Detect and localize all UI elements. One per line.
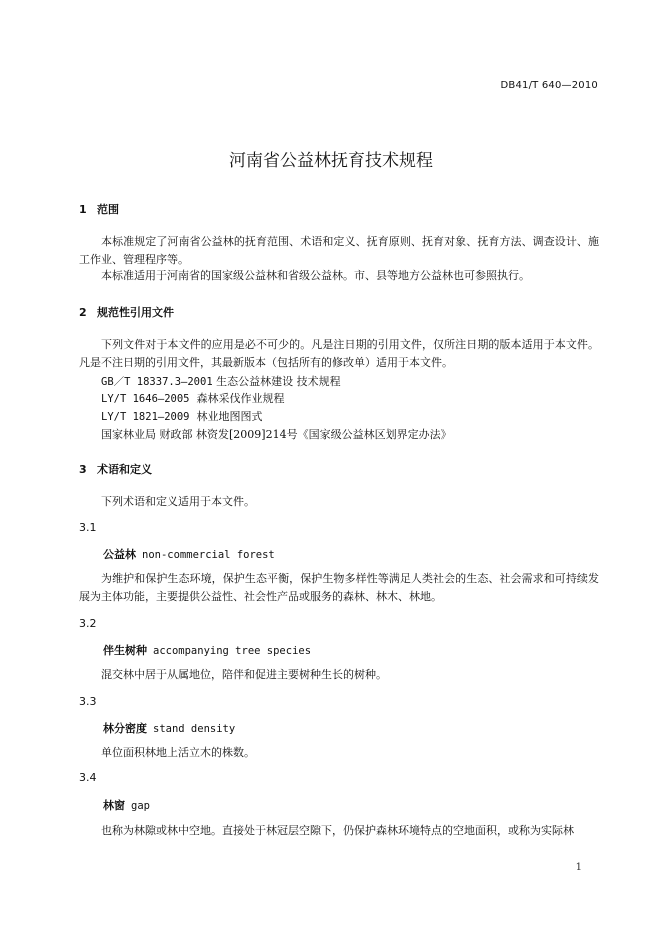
reference-item <box>101 426 452 442</box>
reference-name: 林业地图图式 <box>196 410 263 423</box>
reference-name: 国家林业局 财政部 林资发[2009]214号《国家级公益林区划界定办法》 <box>101 428 452 441</box>
term-heading <box>103 642 311 658</box>
section-title: 规范性引用文件 <box>97 306 174 319</box>
reference-name: 森林采伐作业规程 <box>196 392 285 405</box>
term-number: 3.4 <box>79 771 97 784</box>
term-heading <box>103 797 150 813</box>
term-english: non-commercial forest <box>142 549 275 561</box>
reference-name: 生态公益林建设 技术规程 <box>216 375 341 388</box>
term-number: 3.1 <box>79 521 97 534</box>
term-chinese: 公益林 <box>103 548 136 561</box>
reference-code: LY/T 1646—2005 <box>101 393 190 405</box>
reference-item <box>101 408 263 424</box>
reference-item <box>101 390 285 406</box>
section-heading-normative-references <box>79 304 174 320</box>
document-title: 河南省公益林抚育技术规程 <box>229 151 433 171</box>
term-number: 3.2 <box>79 617 97 630</box>
terms-intro: 下列术语和定义适用于本文件。 <box>101 495 255 508</box>
term-number: 3.3 <box>79 695 97 708</box>
section-title: 范围 <box>97 203 119 216</box>
section-heading-terms <box>79 461 152 477</box>
term-chinese: 林分密度 <box>103 722 147 735</box>
term-heading <box>103 720 235 736</box>
term-english: stand density <box>153 723 236 735</box>
term-definition: 为维护和保护生态环境，保护生态平衡，保护生物多样性等满足人类社会的生态、社会需求和可持续发展为主体功能，主要提供公益性、社会性产品或服务的森林、林木、林地。 <box>79 572 599 603</box>
document-id: DB41/T 640—2010 <box>500 80 598 91</box>
section-number: 1 <box>79 203 87 216</box>
section-title: 术语和定义 <box>97 463 152 476</box>
section-number: 3 <box>79 463 87 476</box>
term-heading <box>103 546 275 562</box>
references-intro: 下列文件对于本文件的应用是必不可少的。凡是注日期的引用文件，仅所注日期的版本适用于本文件。凡是不注日期的引用文件，其最新版本（包括所有的修改单）适用于本文件。 <box>79 338 599 369</box>
section-number: 2 <box>79 306 87 319</box>
term-chinese: 伴生树种 <box>103 644 147 657</box>
page-number: 1 <box>575 862 582 873</box>
term-english: gap <box>131 800 150 812</box>
reference-code: LY/T 1821—2009 <box>101 411 190 423</box>
section-heading-scope <box>79 201 119 217</box>
term-chinese: 林窗 <box>103 799 125 812</box>
scope-paragraph-1: 本标准规定了河南省公益林的抚育范围、术语和定义、抚育原则、抚育对象、抚育方法、调查设计、施工作业、管理程序等。 <box>79 235 599 266</box>
reference-item <box>101 373 341 389</box>
term-definition: 单位面积林地上活立木的株数。 <box>101 746 255 759</box>
term-definition: 混交林中居于从属地位，陪伴和促进主要树种生长的树种。 <box>101 668 387 681</box>
term-english: accompanying tree species <box>153 645 312 657</box>
term-definition: 也称为林隙或林中空地。直接处于林冠层空隙下，仍保护森林环境特点的空地面积，或称为实际林 <box>101 824 574 837</box>
reference-code: GB／T 18337.3—2001 <box>101 376 213 388</box>
scope-paragraph-2: 本标准适用于河南省的国家级公益林和省级公益林。市、县等地方公益林也可参照执行。 <box>101 269 530 282</box>
